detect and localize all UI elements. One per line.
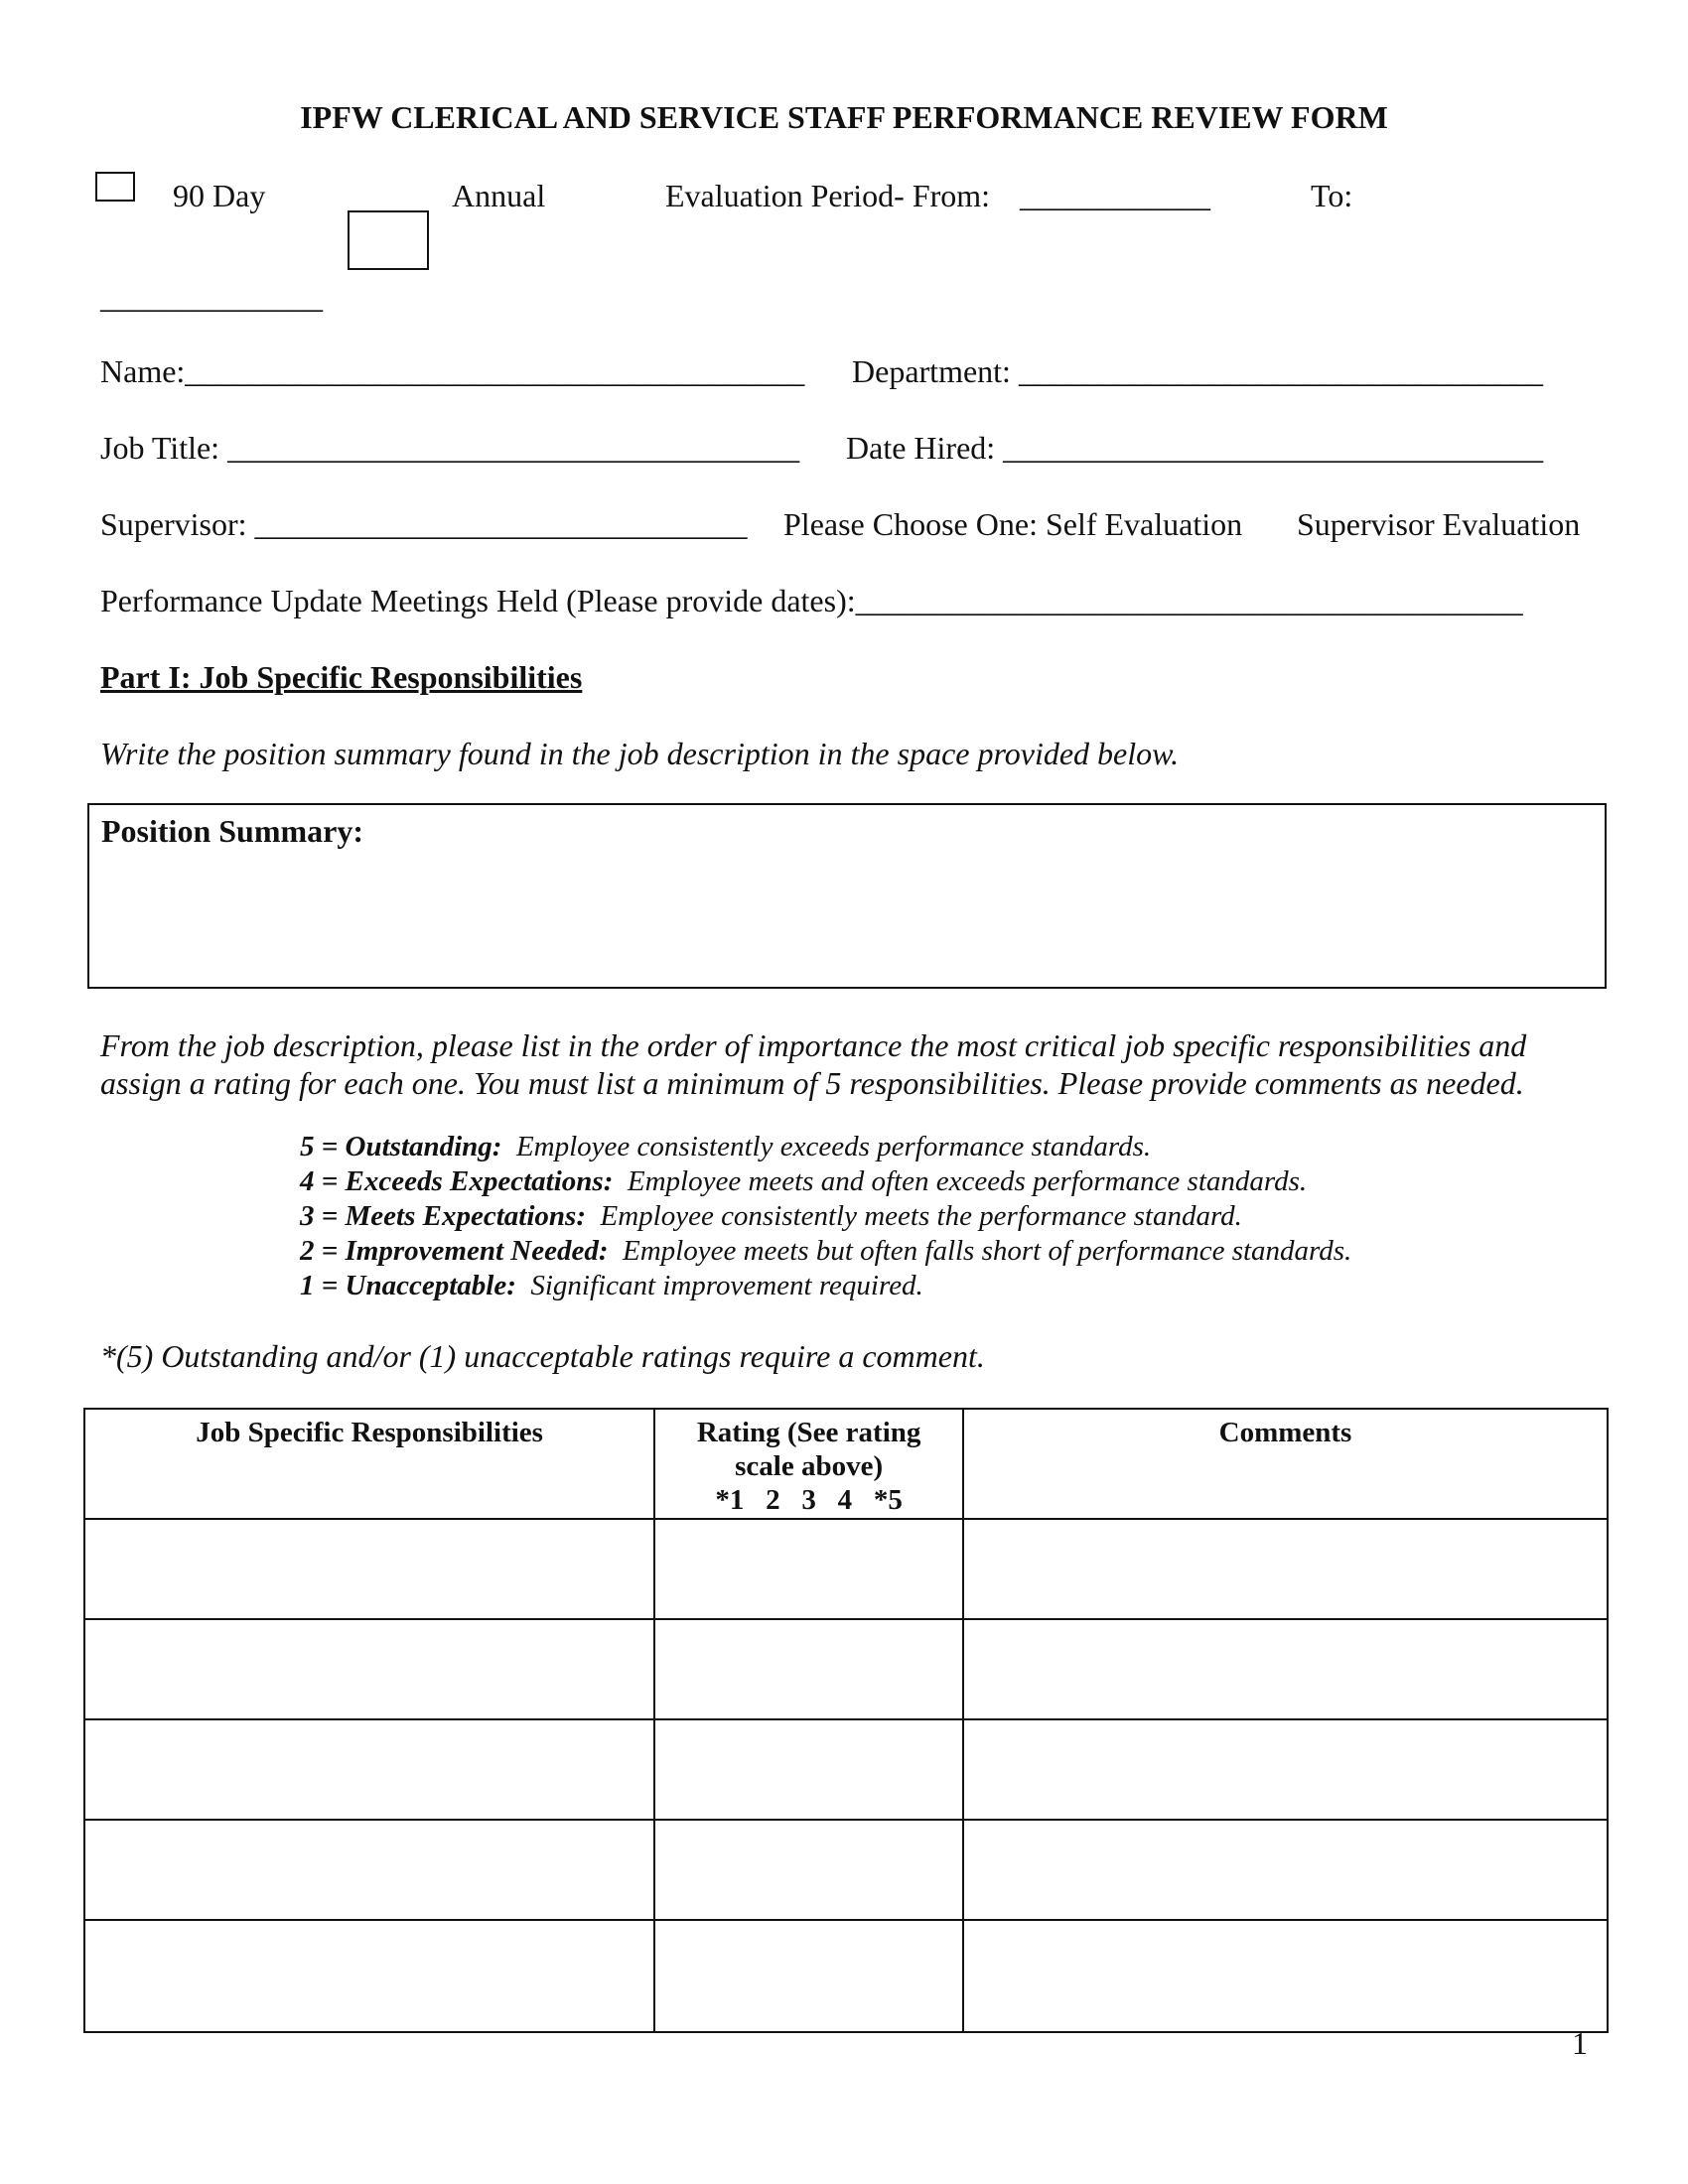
comments-cell[interactable] (963, 1519, 1608, 1619)
comments-cell[interactable] (963, 1619, 1608, 1719)
table-row (84, 1719, 1608, 1820)
rating-cell[interactable] (654, 1820, 963, 1920)
table-row (84, 1519, 1608, 1619)
table-row (84, 1820, 1608, 1920)
responsibility-cell[interactable] (84, 1519, 654, 1619)
supervisor-evaluation-option[interactable]: Supervisor Evaluation (1297, 506, 1581, 542)
header-rating-scale: *1 2 3 4 *5 (715, 1484, 903, 1516)
rating-scale-item (300, 1164, 1307, 1199)
checkbox-90-day[interactable] (95, 172, 135, 202)
comments-cell[interactable] (963, 1719, 1608, 1820)
part-1-heading: Part I: Job Specific Responsibilities (100, 659, 583, 695)
responsibility-cell[interactable] (84, 1820, 654, 1920)
job-title-field[interactable]: Job Title: ____________________________________ (100, 430, 800, 466)
meetings-field[interactable]: Performance Update Meetings Held (Please provide dates):__________________________________________ (100, 583, 1523, 618)
checkbox-annual[interactable] (348, 210, 429, 270)
rating-scale-desc: Employee meets and often exceeds performance standards. (627, 1165, 1308, 1197)
evaluation-period-to-field[interactable]: ______________ (100, 279, 323, 315)
comments-cell[interactable] (963, 1920, 1608, 2032)
header-rating-line-1: Rating (See rating (696, 1417, 921, 1448)
page-number: 1 (1572, 2025, 1588, 2061)
self-evaluation-option[interactable]: Please Choose One: Self Evaluation (783, 506, 1243, 542)
table-row (84, 1920, 1608, 2032)
rating-cell[interactable] (654, 1719, 963, 1820)
position-summary-box[interactable] (87, 803, 1607, 989)
list-instruction-line-2: assign a rating for each one. You must list a minimum of 5 responsibilities. Please provide comments as needed. (100, 1065, 1524, 1101)
table-row (84, 1619, 1608, 1719)
rating-cell[interactable] (654, 1619, 963, 1719)
responsibility-cell[interactable] (84, 1719, 654, 1820)
department-field[interactable]: Department: _________________________________ (852, 353, 1543, 389)
rating-scale-desc: Employee meets but often falls short of performance standards. (622, 1235, 1352, 1267)
header-rating (654, 1409, 963, 1519)
evaluation-period-to-label: To: (1311, 178, 1353, 213)
rating-scale-item (300, 1234, 1351, 1269)
supervisor-field[interactable]: Supervisor: _______________________________ (100, 506, 748, 542)
rating-scale-key: 3 = Meets Expectations: (300, 1200, 586, 1232)
header-job-responsibilities: Job Specific Responsibilities (84, 1409, 654, 1519)
name-field[interactable]: Name:_______________________________________ (100, 353, 805, 389)
responsibility-cell[interactable] (84, 1619, 654, 1719)
responsibility-cell[interactable] (84, 1920, 654, 2032)
header-rating-line-2: scale above) (735, 1450, 884, 1482)
rating-scale-desc: Significant improvement required. (530, 1270, 923, 1301)
rating-scale-key: 4 = Exceeds Expectations: (300, 1165, 614, 1197)
option-annual-label: Annual (452, 178, 546, 213)
rating-scale-key: 1 = Unacceptable: (300, 1270, 516, 1301)
rating-scale-key: 2 = Improvement Needed: (300, 1235, 609, 1267)
date-hired-field[interactable]: Date Hired: __________________________________ (846, 430, 1544, 466)
rating-cell[interactable] (654, 1519, 963, 1619)
position-summary-label: Position Summary: (101, 813, 363, 849)
option-90-day-label: 90 Day (173, 178, 266, 213)
rating-scale-key: 5 = Outstanding: (300, 1131, 502, 1162)
rating-scale-item (300, 1269, 923, 1303)
list-instruction-line-1: From the job description, please list in the order of importance the most critical job specific responsibilities and (100, 1027, 1527, 1063)
evaluation-period-from-field[interactable]: ____________ (1020, 178, 1210, 213)
header-comments: Comments (963, 1409, 1608, 1519)
comment-requirement-note: *(5) Outstanding and/or (1) unacceptable ratings require a comment. (100, 1338, 985, 1374)
evaluation-period-from-label: Evaluation Period- From: (665, 178, 991, 213)
rating-scale-desc: Employee consistently meets the performance standard. (600, 1200, 1242, 1232)
rating-scale-desc: Employee consistently exceeds performance standards. (515, 1131, 1152, 1162)
table-header-row (84, 1409, 1608, 1519)
rating-cell[interactable] (654, 1920, 963, 2032)
responsibilities-table (83, 1408, 1609, 2033)
summary-instruction: Write the position summary found in the job description in the space provided below. (100, 736, 1180, 771)
form-title: IPFW CLERICAL AND SERVICE STAFF PERFORMANCE REVIEW FORM (300, 99, 1388, 135)
rating-scale-item (300, 1199, 1242, 1234)
comments-cell[interactable] (963, 1820, 1608, 1920)
rating-scale-item (300, 1130, 1151, 1164)
